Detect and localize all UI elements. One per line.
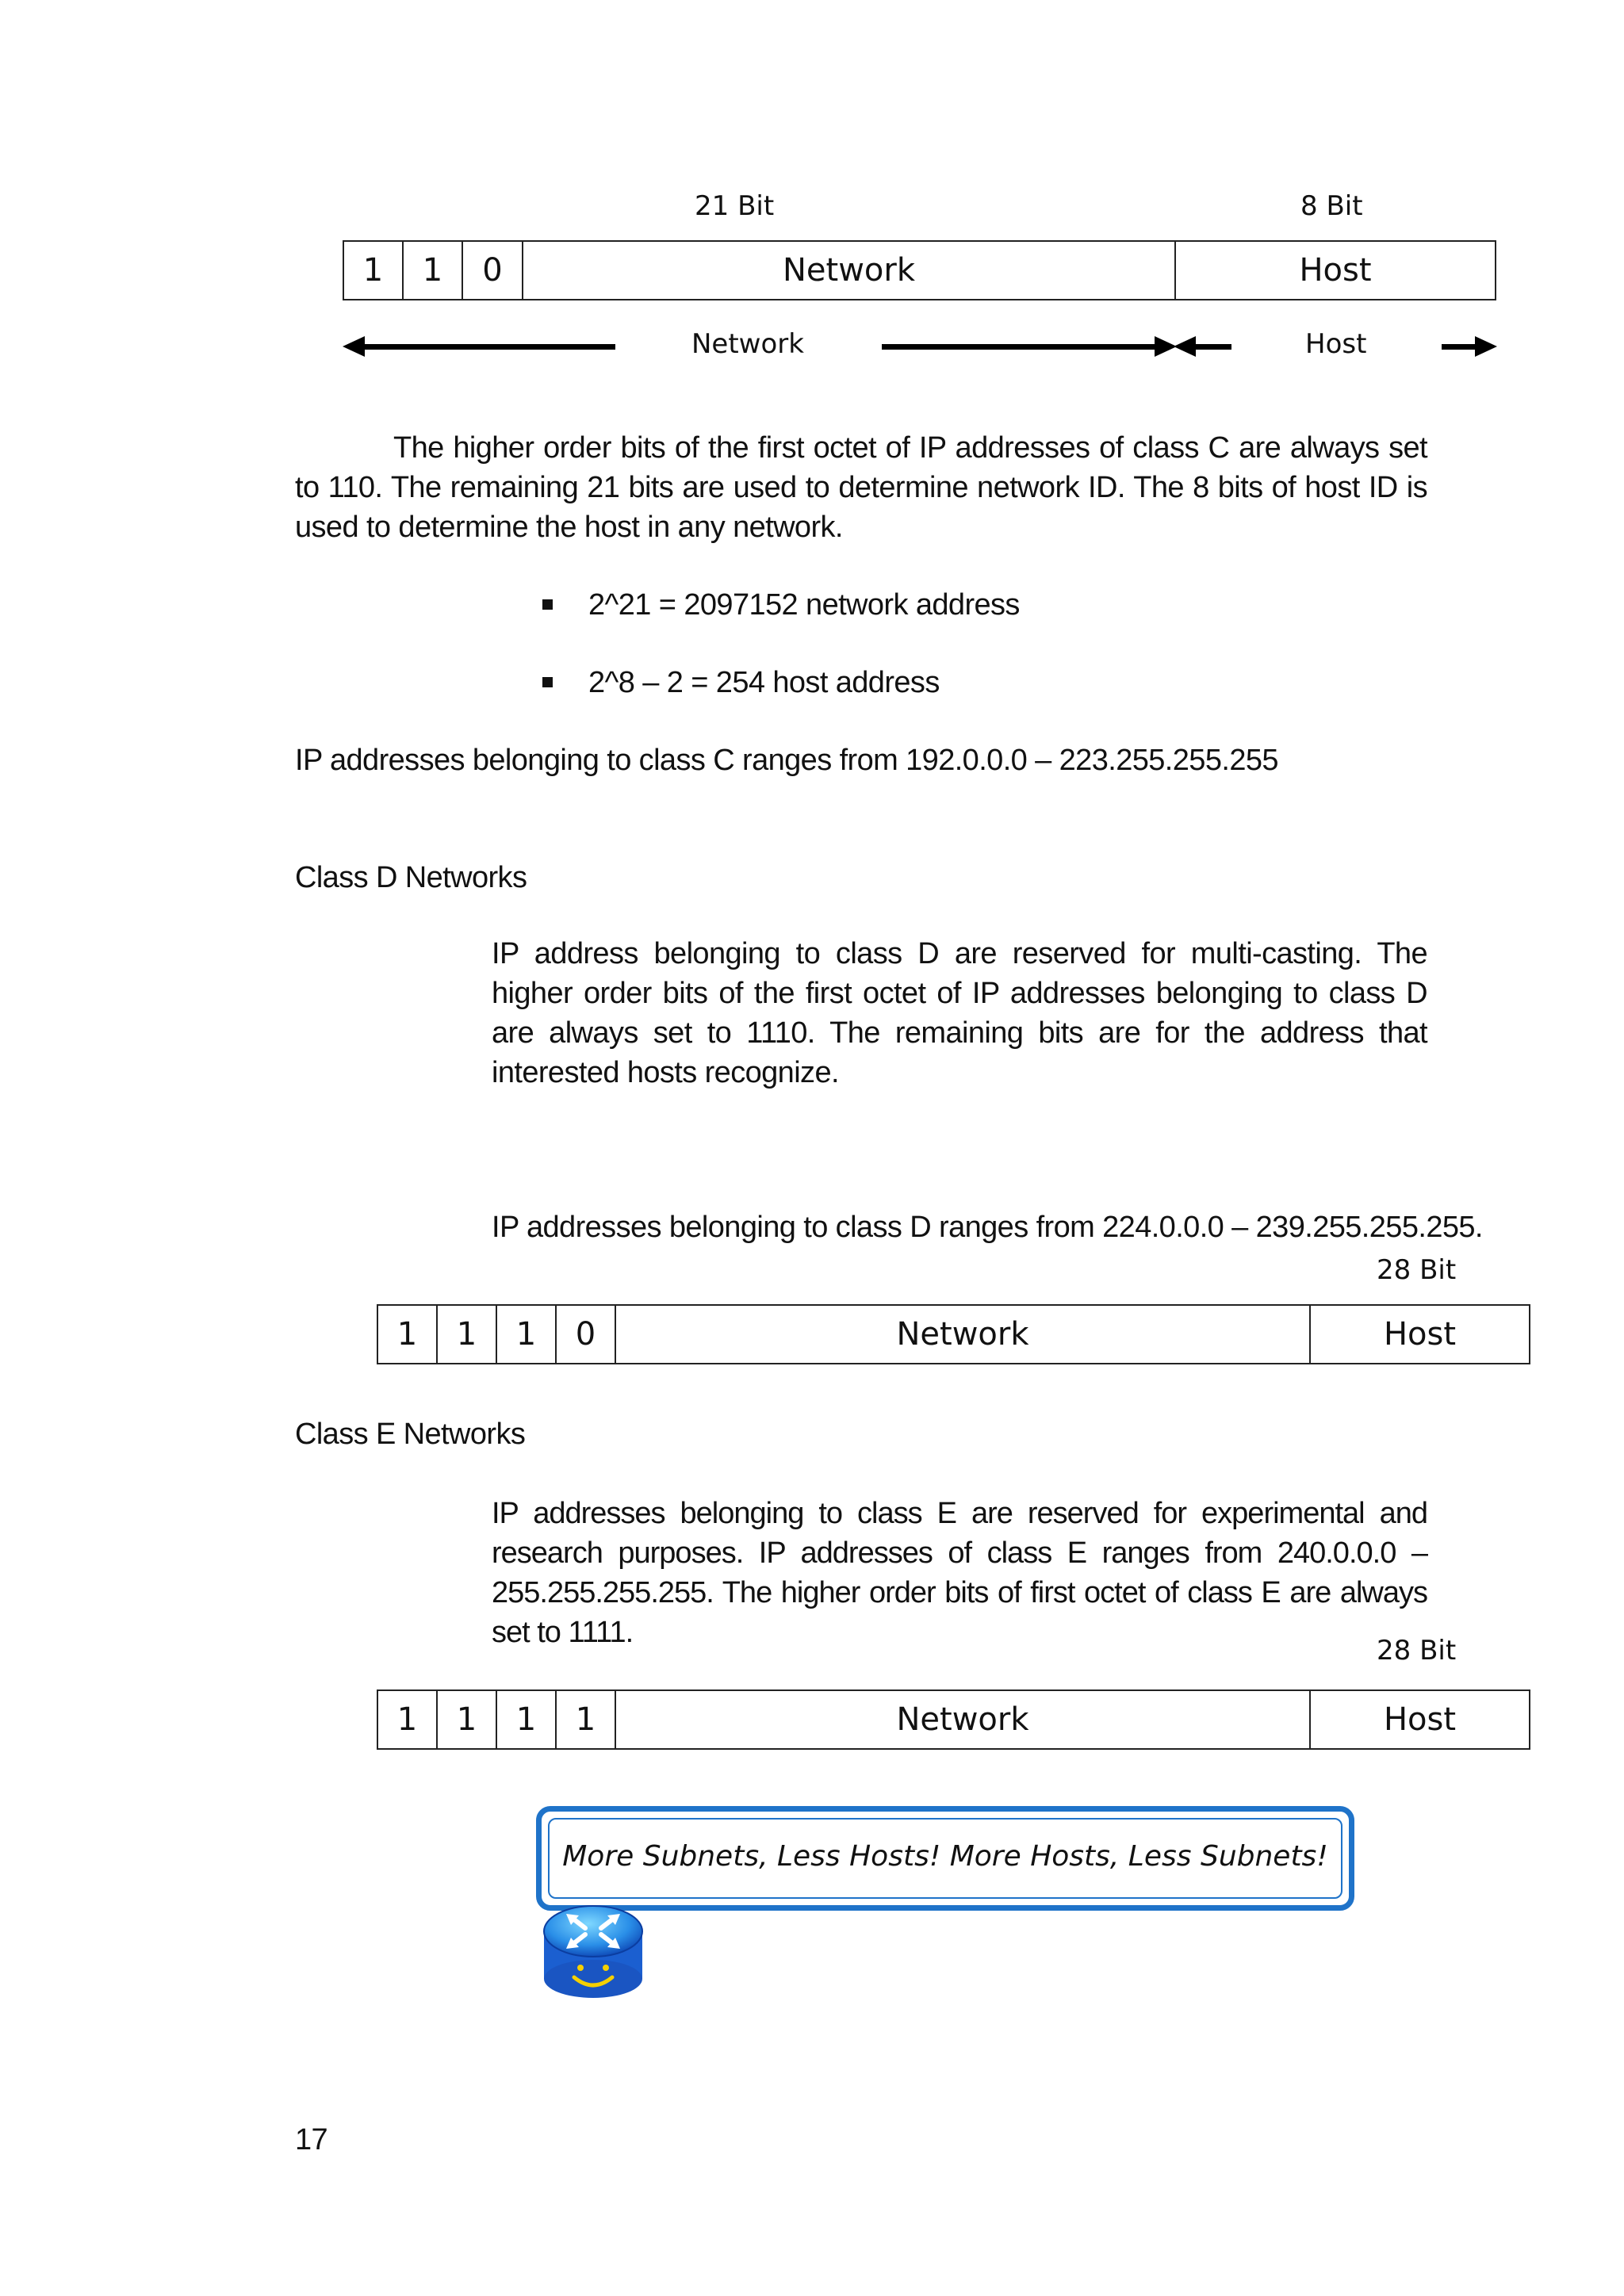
- class-c-bit-3: 0: [463, 242, 523, 299]
- class-d-heading: Class D Networks: [295, 861, 527, 894]
- class-e-network-field: Network: [616, 1691, 1311, 1748]
- class-d-paragraph: IP address belonging to class D are reserved for multi-casting. The higher order bits of the first octet of IP addresses belonging to class D are always set to 1110. The remaining bits are for the address that interested hosts recognize.: [492, 937, 1427, 1089]
- class-e-bit-2: 1: [438, 1691, 497, 1748]
- class-c-bit-2: 1: [404, 242, 463, 299]
- bullet-host-address: 2^8 – 2 = 254 host address: [588, 666, 940, 699]
- class-d-bit-3: 1: [497, 1306, 557, 1363]
- class-c-range: IP addresses belonging to class C ranges from 192.0.0.0 – 223.255.255.255: [295, 744, 1278, 777]
- class-d-bit-4: 0: [557, 1306, 616, 1363]
- class-d-bit-1: 1: [378, 1306, 438, 1363]
- class-d-range: IP addresses belonging to class D ranges from 224.0.0.0 – 239.255.255.255.: [492, 1211, 1483, 1244]
- network-arrow-left-line: [362, 344, 615, 350]
- class-c-host-field: Host: [1299, 252, 1372, 289]
- bullet-network-address: 2^21 = 2097152 network address: [588, 588, 1020, 622]
- class-d-bit-layout: [377, 1304, 1530, 1364]
- router-icon: [539, 1900, 647, 2007]
- class-e-bits-label: 28 Bit: [1377, 1635, 1457, 1667]
- class-d-bits-label: 28 Bit: [1377, 1254, 1457, 1286]
- class-c-bit-layout: [343, 240, 1496, 300]
- class-c-host-bits-label: 8 Bit: [1300, 190, 1363, 222]
- class-e-bit-layout: [377, 1689, 1530, 1750]
- host-arrow-right-head: [1475, 336, 1497, 357]
- router-icon-graphic: [539, 1900, 647, 2007]
- tip-callout-text: More Subnets, Less Hosts! More Hosts, Less Subnets!: [562, 1840, 1328, 1873]
- host-arrow-left-head: [1174, 336, 1196, 357]
- host-arrow-right-line: [1442, 344, 1477, 350]
- class-c-paragraph: The higher order bits of the first octet of IP addresses of class C are always set to 110. The remaining 21 bits are used to determine network ID. The 8 bits of host ID is used to determine the host in any network.: [295, 431, 1427, 544]
- class-e-host-field: Host: [1383, 1701, 1457, 1738]
- bullet-marker: [542, 599, 553, 610]
- class-e-bit-4: 1: [557, 1691, 616, 1748]
- class-d-network-field: Network: [616, 1306, 1311, 1363]
- host-arrow-label: Host: [1305, 328, 1367, 360]
- class-e-heading: Class E Networks: [295, 1418, 526, 1451]
- network-arrow-label: Network: [691, 328, 804, 360]
- class-e-bit-1: 1: [378, 1691, 438, 1748]
- class-d-host-field: Host: [1383, 1316, 1457, 1353]
- class-c-bit-1: 1: [344, 242, 404, 299]
- class-e-paragraph: IP addresses belonging to class E are reserved for experimental and research purposes. IP addresses of class E ranges from 240.0.0.0 – 255.255.255.255. The higher order bits of first octet of class E are always set to 1111.: [492, 1497, 1427, 1649]
- class-c-network-bits-label: 21 Bit: [695, 190, 775, 222]
- network-arrow-right-line: [882, 344, 1156, 350]
- host-arrow-left-line: [1193, 344, 1231, 350]
- tip-callout: [536, 1806, 1354, 1911]
- bullet-marker: [542, 677, 553, 687]
- page-number: 17: [295, 2123, 328, 2156]
- class-d-bit-2: 1: [438, 1306, 497, 1363]
- class-e-bit-3: 1: [497, 1691, 557, 1748]
- class-c-network-field: Network: [523, 242, 1176, 299]
